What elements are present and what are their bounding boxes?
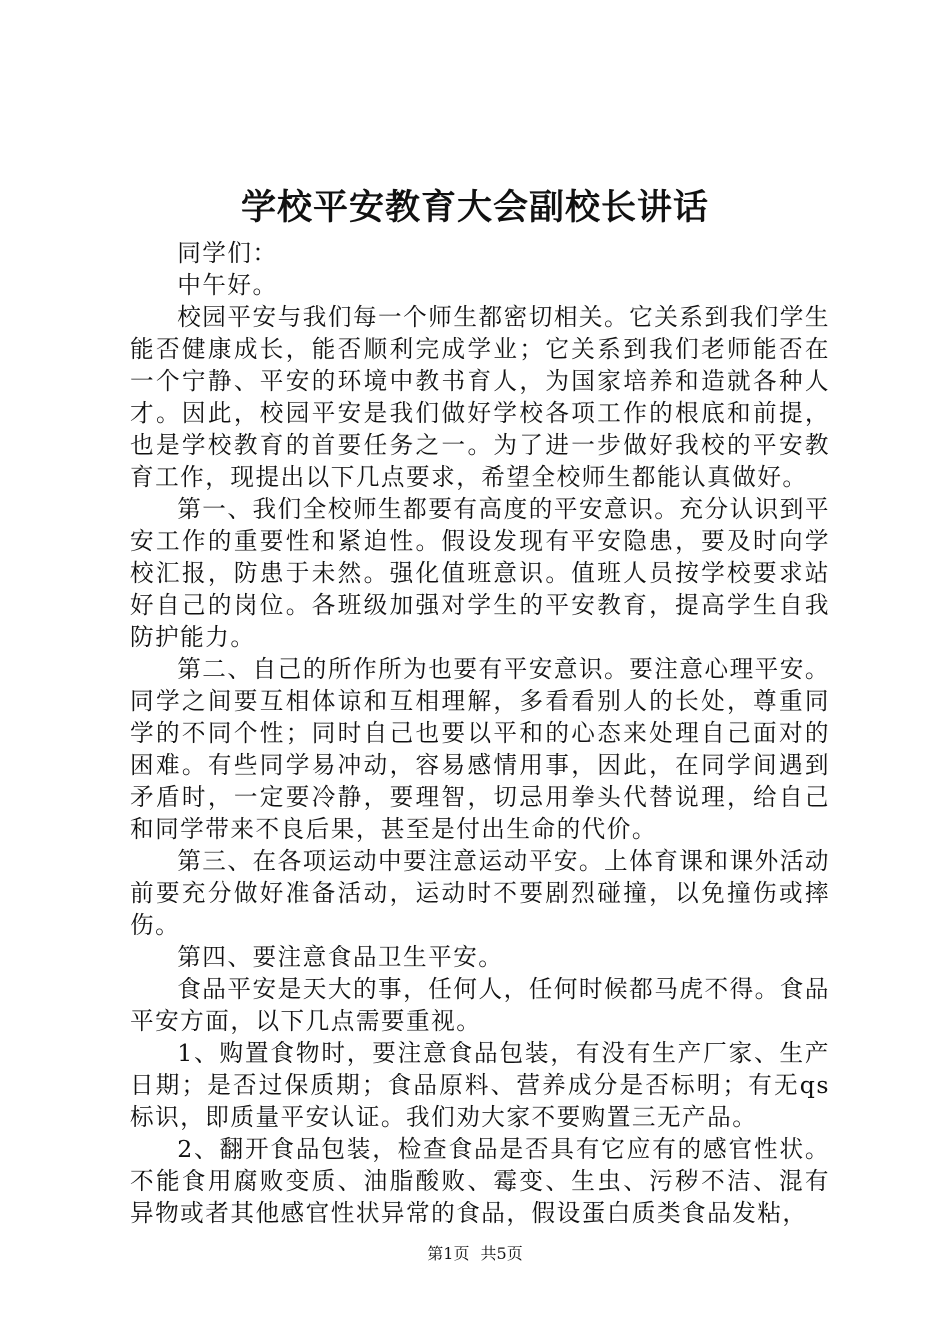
- paragraph-greeting: 同学们：: [177, 239, 278, 267]
- paragraph-point-4: 第四、要注意食品卫生平安。: [177, 943, 504, 971]
- paragraph-point-2: 第二、自己的所作所为也要有平安意识。要注意心理平安。同学之间要互相体谅和互相理解，多看看别人的长处，尊重同学的不同个性；同时自己也要以平和的心态来处理自己面对的困难。有些同学易冲动，容易感情用事，因此，在同学间遇到矛盾时，一定要冷静，要理智，切忌用拳头代替说理，给自己和同学带来不良后果，甚至是付出生命的代价。: [130, 655, 830, 843]
- page-footer: [0, 1244, 950, 1264]
- document-title: 学校平安教育大会副校长讲话: [240, 187, 709, 228]
- page-total: 共5页: [480, 1244, 523, 1263]
- paragraph-item-1: 1、购置食物时，要注意食品包装，有没有生产厂家、生产日期；是否过保质期；食品原料、营养成分是否标明；有无qs标识，即质量平安认证。我们劝大家不要购置三无产品。: [130, 1039, 830, 1131]
- paragraph-point-3: 第三、在各项运动中要注意运动平安。上体育课和课外活动前要充分做好准备活动，运动时不要剧烈碰撞，以免撞伤或摔伤。: [130, 847, 830, 939]
- paragraph-item-2: 2、翻开食品包装，检查食品是否具有它应有的感官性状。不能食用腐败变质、油脂酸败、霉变、生虫、污秽不洁、混有异物或者其他感官性状异常的食品，假设蛋白质类食品发粘，: [130, 1135, 830, 1227]
- paragraph-salutation: 中午好。: [177, 271, 278, 299]
- page-number: 第1页: [427, 1244, 470, 1263]
- document-body: [130, 237, 830, 1229]
- paragraph-food-safety: 食品平安是天大的事，任何人，任何时候都马虎不得。食品平安方面，以下几点需要重视。: [130, 975, 830, 1035]
- paragraph-point-1: 第一、我们全校师生都要有高度的平安意识。充分认识到平安工作的重要性和紧迫性。假设发现有平安隐患，要及时向学校汇报，防患于未然。强化值班意识。值班人员按学校要求站好自己的岗位。各班级加强对学生的平安教育，提高学生自我防护能力。: [130, 495, 830, 651]
- paragraph-intro: 校园平安与我们每一个师生都密切相关。它关系到我们学生能否健康成长，能否顺利完成学业；它关系到我们老师能否在一个宁静、平安的环境中教书育人，为国家培养和造就各种人才。因此，校园平安是我们做好学校各项工作的根底和前提，也是学校教育的首要任务之一。为了进一步做好我校的平安教育工作，现提出以下几点要求，希望全校师生都能认真做好。: [130, 303, 830, 491]
